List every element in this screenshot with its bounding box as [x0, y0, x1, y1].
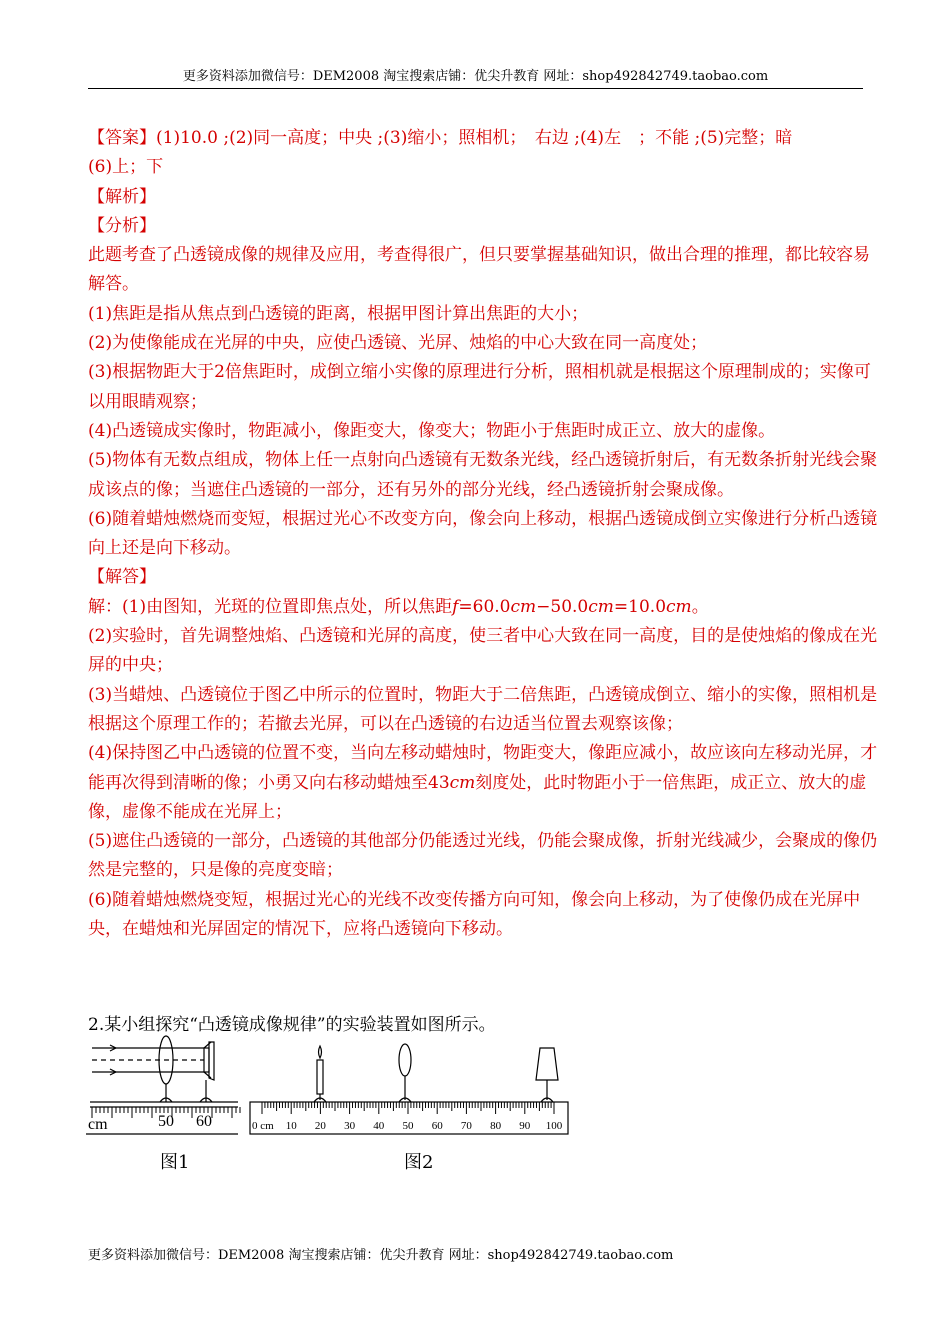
figure-2-ruler-label: 40 [373, 1120, 385, 1132]
question-2-stem: 2.某小组探究“凸透镜成像规律”的实验装置如图所示。 [88, 1015, 496, 1035]
figure-2-ruler-label: 100 [545, 1120, 563, 1132]
jieda-step-1: 解：(1)由图知，光斑的位置即焦点处，所以焦距f=60.0cm−50.0cm=10.0cm。 [88, 596, 709, 617]
figure-2-ruler-label: 60 [431, 1120, 443, 1132]
figure-1-unit-label: cm [88, 1116, 108, 1133]
answer-explanation [88, 124, 878, 944]
page-header: 更多资料添加微信号：DEM2008 淘宝搜索店铺：优尖升教育 网址：shop492842749.taobao.com [88, 66, 863, 89]
fenxi-heading: 【分析】 [88, 215, 156, 236]
figure-2-ruler-label: 0 cm [252, 1120, 274, 1132]
fenxi-point-1: (1)焦距是指从焦点到凸透镜的距离，根据甲图计算出焦距的大小； [88, 303, 589, 324]
figure-2-ruler-label: 30 [344, 1120, 356, 1132]
figure-2-ruler-label: 80 [490, 1120, 502, 1132]
figure-1-tick-50: 50 [158, 1113, 174, 1130]
fenxi-point-3: (3)根据物距大于2倍焦距时，成倒立缩小实像的原理进行分析，照相机就是根据这个原理制成的；实像可以用眼睛观察； [88, 362, 871, 412]
figure-2-caption: 图2 [404, 1152, 434, 1173]
figure-2-ruler-label: 90 [519, 1120, 531, 1132]
fenxi-point-5: (5)物体有无数点组成，物体上任一点射向凸透镜有无数条光线，经凸透镜折射后，有无数条折射光线会聚成该点的像；当遮住凸透镜的一部分，还有另外的部分光线，经凸透镜折射会聚成像。 [88, 450, 878, 500]
jieda-heading: 【解答】 [88, 567, 156, 588]
figure-2-ruler-label: 10 [285, 1120, 297, 1132]
jieda-step-5: (5)遮住凸透镜的一部分，凸透镜的其他部分仍能透过光线，仍能会聚成像，折射光线减少，会聚成的像仍然是完整的，只是像的亮度变暗； [88, 831, 878, 881]
fenxi-point-4: (4)凸透镜成实像时，物距减小，像距变大，像变大；物距小于焦距时成正立、放大的虚像。 [88, 420, 776, 441]
figure-1-tick-60: 60 [196, 1113, 212, 1130]
figure-1-diagram [86, 1034, 246, 1136]
answer-line-1: 【答案】(1)10.0 ;(2)同一高度；中央 ;(3)缩小；照相机； 右边 ;(4)左 ；不能 ;(5)完整；暗 [88, 128, 793, 148]
figure-2-diagram [248, 1040, 570, 1136]
fenxi-intro: 此题考查了凸透镜成像的规律及应用，考查得很广，但只要掌握基础知识，做出合理的推理，都比较容易解答。 [88, 245, 870, 295]
jieda-step-2: (2)实验时，首先调整烛焰、凸透镜和光屏的高度，使三者中心大致在同一高度，目的是使烛焰的像成在光屏的中央； [88, 626, 878, 676]
figure-1-caption: 图1 [160, 1152, 190, 1173]
jieda-step-3: (3)当蜡烛、凸透镜位于图乙中所示的位置时，物距大于二倍焦距，凸透镜成倒立、缩小的实像，照相机是根据这个原理工作的；若撤去光屏，可以在凸透镜的右边适当位置去观察该像； [88, 684, 878, 734]
fenxi-point-6: (6)随着蜡烛燃烧而变短，根据过光心不改变方向，像会向上移动，根据凸透镜成倒立实像进行分析凸透镜向上还是向下移动。 [88, 508, 878, 559]
jieda-step-4: (4)保持图乙中凸透镜的位置不变，当向左移动蜡烛时，物距变大，像距应减小，故应该向左移动光屏，才能再次得到清晰的像；小勇又向右移动蜡烛至43cm刻度处，此时物距小于一倍焦距，成正立、放大的虚像，虚像不能成在光屏上； [88, 743, 878, 822]
page-footer: 更多资料添加微信号：DEM2008 淘宝搜索店铺：优尖升教育 网址：shop492842749.taobao.com [88, 1248, 674, 1263]
jieda-step-6: (6)随着蜡烛燃烧变短，根据过光心的光线不改变传播方向可知，像会向上移动，为了使像仍成在光屏中央，在蜡烛和光屏固定的情况下，应将凸透镜向下移动。 [88, 889, 861, 940]
figure-2-ruler-label: 20 [314, 1120, 326, 1132]
figure-2-ruler-label: 50 [402, 1120, 414, 1132]
figure-2-ruler-label: 70 [460, 1120, 472, 1132]
analysis-heading: 【解析】 [88, 186, 156, 207]
answer-line-2: (6)上；下 [88, 157, 164, 178]
fenxi-point-2: (2)为使像能成在光屏的中央，应使凸透镜、光屏、烛焰的中心大致在同一高度处； [88, 333, 708, 354]
